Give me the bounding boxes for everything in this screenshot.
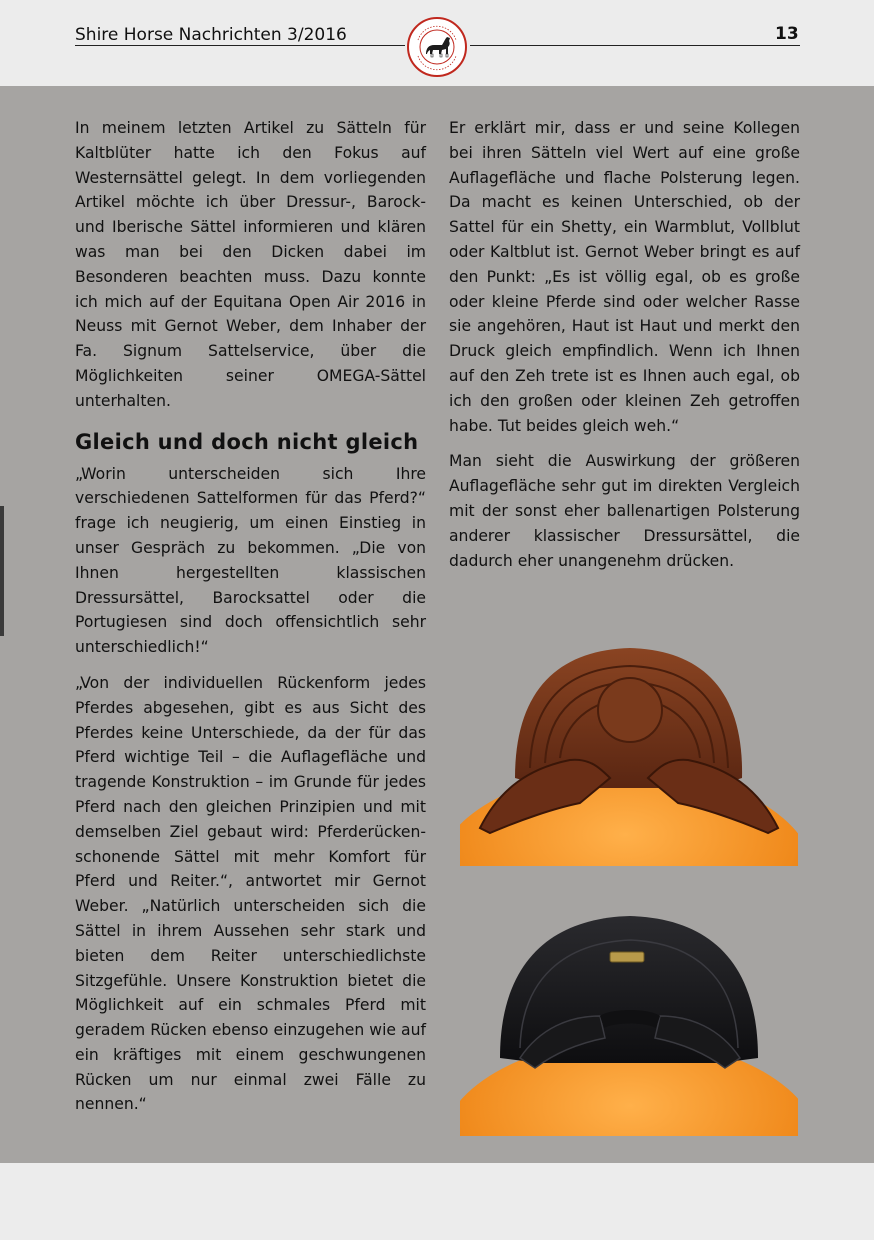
page-number: 13 <box>775 24 799 44</box>
header-rule-right <box>470 45 800 46</box>
black-saddle-image <box>460 888 798 1136</box>
publication-title: Shire Horse Nachrichten 3/2016 <box>75 25 347 45</box>
black-saddle-photo <box>460 888 798 1136</box>
left-column <box>75 116 426 1128</box>
brown-saddle-image <box>460 628 798 866</box>
edge-tab <box>0 506 4 636</box>
page-footer <box>0 1163 874 1240</box>
section-heading: Gleich und doch nicht gleich <box>75 429 419 454</box>
shire-horse-verein-logo <box>406 16 468 78</box>
explanation-paragraph: Er erklärt mir, dass er und seine Kollegen bei ihren Sätteln viel Wert auf eine große Auflagefläche und flache Polsterung legen. Da macht es keinen Unterschied, ob der Sattel für ein Shetty, ein Warmblut, Vollblut oder Kaltblut ist. Gernot Weber bringt es auf den Punkt: „Es ist völlig egal, ob es große oder kleine Pferde sind oder welcher Rasse sie angehören, Haut ist Haut und merkt den Druck gleich empfindlich. Wenn ich Ihnen auf den Zeh trete ist es Ihnen auch egal, ob ich den großen oder kleinen Zeh getroffen habe. Tut beides gleich weh.“ <box>449 119 800 435</box>
header-rule-left <box>75 45 405 46</box>
intro-paragraph: In meinem letzten Artikel zu Sätteln für Kaltblüter hatte ich den Fokus auf Westernsättel gelegt. In dem vorliegenden Artikel möchte ich über Dressur-, Barock- und Iberische Sättel informieren und klären was man bei den Dicken dabei im Besonderen beachten muss. Dazu konnte ich mich auf der Equitana Open Air 2016 in Neuss mit Gernot Weber, dem Inhaber der Fa. Signum Sattelservice, über die Möglichkeiten seiner OMEGA-Sättel unterhalten. <box>75 119 426 410</box>
brown-saddle-photo <box>460 628 798 866</box>
answer-paragraph: „Von der individuellen Rückenform jedes Pferdes abgesehen, gibt es aus Sicht des Pferdes keine Unterschiede, da der für das Pferd wichtige Teil – die Auflagefläche und tragende Konstruktion – im Grunde für jedes Pferd nach den gleichen Prinzipien und mit demselben Ziel gebaut wird: Pferderücken-schonende Sättel mit mehr Komfort für Pferd und Reiter.“, antwortet mir Gernot Weber. „Natürlich unterscheiden sich die Sättel in ihrem Aussehen sehr stark und bieten dem Reiter unterschiedlichste Sitzgefühle. Unsere Konstruktion bietet die Möglichkeit auf ein schmales Pferd mit geradem Rücken ebenso einzugehen wie auf ein kräftiges mit einem geschwungenen Rücken um nur einmal zwei Fälle zu nennen.“ <box>75 673 426 1114</box>
comparison-paragraph: Man sieht die Auswirkung der größeren Auflagefläche sehr gut im direkten Vergleich mit der sonst eher ballenartigen Polsterung anderer klassischer Dressursättel, die dadurch eher unangenehm drücken. <box>449 452 800 570</box>
question-paragraph: „Worin unterscheiden sich Ihre verschiedenen Sattelformen für das Pferd?“ frage ich neugierig, um einen Einstieg in unser Gespräch zu bekommen. „Die von Ihnen hergestellten klassischen Dressursättel, Barocksattel oder die Portugiesen sind doch offensichtlich sehr unterschiedlich!“ <box>75 464 426 657</box>
page-header <box>0 0 874 86</box>
right-column <box>449 116 800 584</box>
